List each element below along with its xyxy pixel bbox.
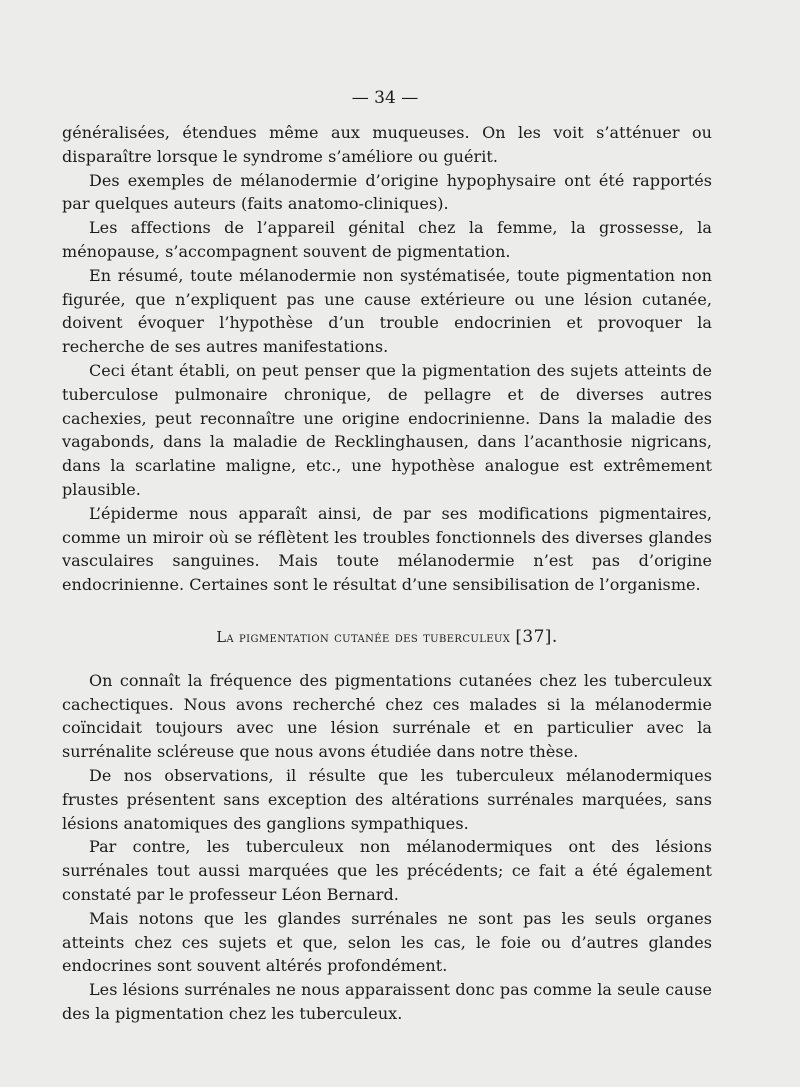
page-number: — 34 —	[351, 88, 419, 108]
paragraph-continuation: généralisées, étendues même aux muqueuses. On les voit s’atténuer ou disparaître lorsque le syndrome s’améliore ou guérit.	[62, 123, 712, 166]
paragraph: L’épiderme nous apparaît ainsi, de par ses modifications pigmentaires, comme un miroir où se réflètent les troubles fonctionnels des diverses glandes vasculaires sanguines. Mais toute mélanodermie n’est pas d’origine endocrinienne. Certaines sont le résultat d’une sensibilisation de l’organisme.	[62, 503, 712, 595]
section-heading-reference: [37].	[515, 626, 558, 647]
paragraph: De nos observations, il résulte que les tuberculeux mélanodermiques frustes présentent sans exception des altérations surrénales marquées, sans lésions anatomiques des ganglions sympathiques.	[62, 765, 712, 833]
paragraph: Mais notons que les glandes surrénales ne sont pas les seuls organes atteints chez ces sujets et que, selon les cas, le foie ou d’autres glandes endocrines sont souvent altérés profondément.	[62, 908, 712, 976]
paragraph: Des exemples de mélanodermie d’origine hypophysaire ont été rapportés par quelques auteurs (faits anatomo-cliniques).	[62, 170, 712, 214]
section-heading	[62, 626, 712, 651]
paragraph: Par contre, les tuberculeux non mélanodermiques ont des lésions surrénales tout aussi marquées que les précédents; ce fait a été également constaté par le professeur Léon Bernard.	[62, 837, 712, 904]
paragraph: Les affections de l’appareil génital chez la femme, la grossesse, la ménopause, s’accompagnent souvent de pigmentation.	[62, 218, 712, 261]
paragraph: Ceci étant établi, on peut penser que la pigmentation des sujets atteints de tuberculose pulmonaire chronique, de pellagre et de diverses autres cachexies, peut reconnaître une origine endocrinienne. Dans la maladie des vagabonds, dans la maladie de Recklinghausen, dans l’acanthosie nigricans, dans la scarlatine maligne, etc., une hypothèse analogue est extrêmement plausible.	[62, 360, 712, 499]
paragraph: Les lésions surrénales ne nous apparaissent donc pas comme la seule cause des la pigmentation chez les tuberculeux.	[62, 980, 712, 1023]
section-heading-text: La pigmentation cutanée des tuberculeux	[216, 629, 511, 646]
paragraph: On connaît la fréquence des pigmentations cutanées chez les tuberculeux cachectiques. Nous avons recherché chez ces malades si la mélanodermie coïncidait toujours avec une lésion surrénale et en particulier avec la surrénalite scléreuse que nous avons étudiée dans notre thèse.	[62, 670, 712, 762]
paragraph: En résumé, toute mélanodermie non systématisée, toute pigmentation non figurée, que n’expliquent pas une cause extérieure ou une lésion cutanée, doivent évoquer l’hypothèse d’un trouble endocrinien et provoquer la recherche de ses autres manifestations.	[62, 265, 712, 357]
body-text	[62, 121, 712, 1026]
